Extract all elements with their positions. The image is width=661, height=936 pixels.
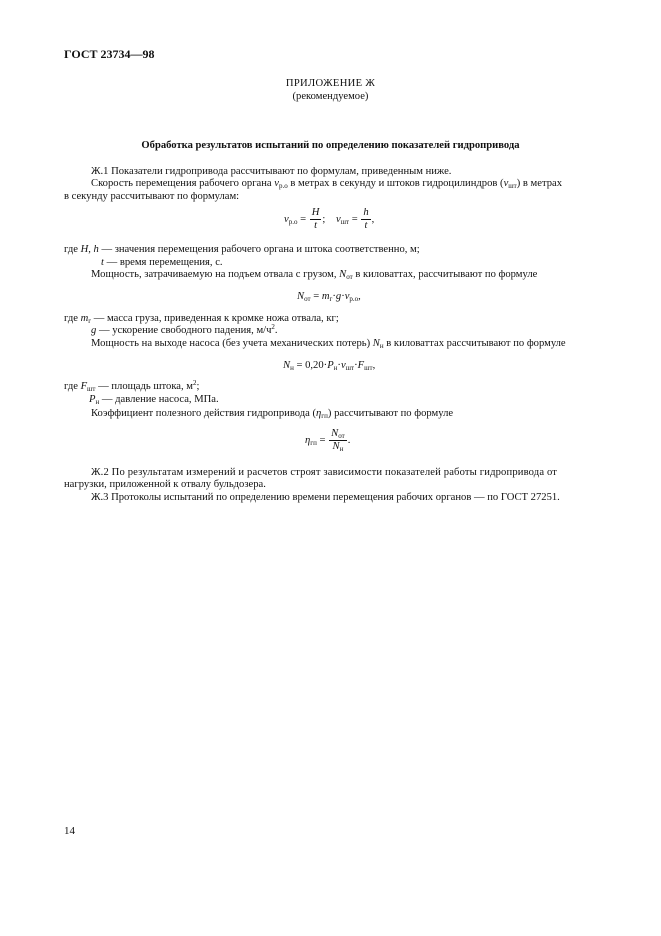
fraction-H-t: $\frac{H}{t}$ xyxy=(311,207,320,231)
appendix-subtitle: (рекомендуемое) xyxy=(292,91,369,102)
formula-power-lift: $N_{от} = m_г\cdot g\cdot v_{р.о}$, xyxy=(297,291,361,303)
definition-H-h: где H, h — значения перемещения рабочего органа и штока соответственно, м; xyxy=(64,244,420,255)
paragraph-speed-cont: в секунду рассчитывают по формулам: xyxy=(64,191,240,202)
formula-pump-power: $N_н = 0,20\cdot P_н\cdot v_{шт}\cdot F_{шт}$, xyxy=(283,360,376,372)
paragraph-zh2-cont: нагрузки, приложенной к отвалу бульдозера. xyxy=(64,479,266,490)
page-number: 14 xyxy=(64,825,75,837)
definition-m: где $m_г$ — масса груза, приведенная к кромке ножа отвала, кг; xyxy=(64,313,339,325)
formula-speed: $v_{р.о}$ = $\frac{H}{t}$ ; $v_{шт}$ = $\frac{h}{t}$ , xyxy=(284,207,375,231)
paragraph-speed: Скорость перемещения рабочего органа $v_{р.о}$ в метрах в секунду и штоков гидроцилиндров $(v_{шт})$ в метрах xyxy=(91,178,563,190)
definition-F: где $F_{шт}$ — площадь штока, $м^2$; xyxy=(64,379,200,393)
paragraph-zh3: Ж.3 Протоколы испытаний по определению времени перемещения рабочих органов — по ГОСТ 27251. xyxy=(91,492,560,503)
fraction-h-t: $\frac{h}{t}$ xyxy=(363,207,369,231)
formula-efficiency: $\eta_{гп}$ = $\frac{N_{от}}{N_н}$ . xyxy=(305,428,351,453)
paragraph-efficiency: Коэффициент полезного действия гидропривода $(\eta_{гп})$ рассчитывают по формуле xyxy=(91,408,454,420)
fraction-Not-Nn: $\frac{N_{от}}{N_н}$ xyxy=(331,428,345,453)
paragraph-zh1: Ж.1 Показатели гидропривода рассчитывают по формулам, приведенным ниже. xyxy=(91,166,452,177)
definition-g: g — ускорение свободного падения, $м/ч^2$. xyxy=(91,323,278,336)
paragraph-pump: Мощность на выходе насоса (без учета механических потерь) $N_н$ в киловаттах рассчитывают по формуле xyxy=(91,338,566,350)
appendix-title: ПРИЛОЖЕНИЕ Ж xyxy=(285,78,376,89)
document-code: ГОСТ 23734—98 xyxy=(64,47,155,61)
paragraph-zh2: Ж.2 По результатам измерений и расчетов строят зависимости показателей работы гидропривода от xyxy=(91,467,558,478)
definition-t: t — время перемещения, с. xyxy=(101,257,223,268)
definition-P: $P_н$ — давление насоса, МПа. xyxy=(89,394,219,406)
paragraph-power: Мощность, затрачиваемую на подъем отвала с грузом, $N_{от}$ в киловаттах, рассчитывают по формуле xyxy=(91,269,538,281)
section-title: Обработка результатов испытаний по определению показателей гидропривода xyxy=(141,140,520,151)
